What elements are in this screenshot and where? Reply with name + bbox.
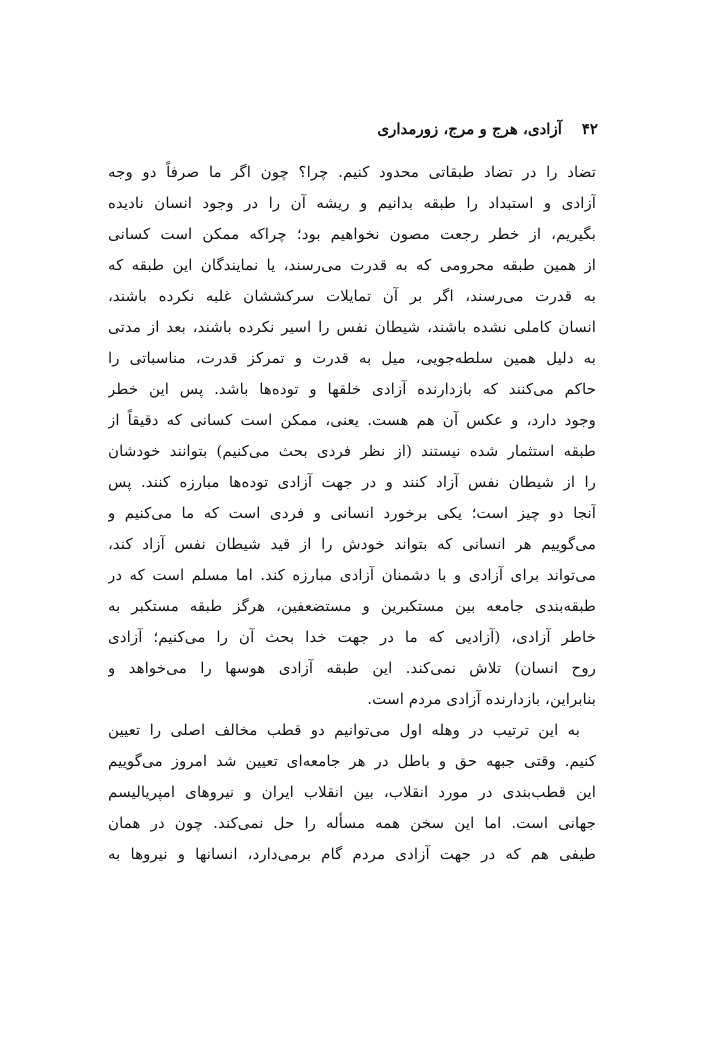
text-line: بگیریم، از خطر رجعت مصون نخواهیم بود؛ چراکه ممکن است کسانی xyxy=(108,225,596,243)
text-line: می‌تواند برای آزادی و با دشمنان آزادی مبارزه کند. اما مسلم است که در xyxy=(108,566,596,584)
body-text xyxy=(108,157,596,870)
text-line: به دلیل همین سلطه‌جویی، میل به قدرت و تمرکز قدرت، مناسباتی را xyxy=(108,349,596,367)
text-line: روح انسان) تلاش نمی‌کند. این طبقه آزادی هوسها را می‌خواهد و xyxy=(108,659,596,677)
text-line: این قطب‌بندی در مورد انقلاب، بین انقلاب ایران و نیروهای امپریالیسم xyxy=(108,783,596,801)
paragraph-end-line: بنابراین، بازدارنده آزادی مردم است. xyxy=(367,690,596,708)
text-line: جهانی است. اما این سخن همه مسأله را حل نمی‌کند. چون در همان xyxy=(108,814,596,832)
running-title: آزادی، هرج و مرج، زورمداری xyxy=(377,120,562,138)
text-line: آزادی و استبداد را طبقه بدانیم و ریشه آن را در وجود انسان نادیده xyxy=(108,194,596,212)
page-number: ۴۲ xyxy=(581,120,598,138)
text-line: طیفی هم که در جهت آزادی مردم گام برمی‌دارد، انسانها و نیروها به xyxy=(108,845,596,863)
text-line: طبقه‌بندی جامعه بین مستکبرین و مستضعفین، هرگز طبقه مستکبر به xyxy=(108,597,596,615)
text-line: وجود دارد، و عکس آن هم هست. یعنی، ممکن است کسانی که دقیقاً از xyxy=(108,411,596,429)
text-line: از همین طبقه محرومی که به قدرت می‌رسند، یا نمایندگان این طبقه که xyxy=(108,256,596,274)
page-header xyxy=(377,120,598,138)
text-line: به قدرت می‌رسند، اگر بر آن تمایلات سرکششان غلبه نکرده باشند، xyxy=(108,287,596,305)
text-line: کنیم. وقتی جبهه حق و باطل در هر جامعه‌ای تعیین شد امروز می‌گوییم xyxy=(108,752,596,770)
text-line: انسان کاملی نشده باشند، شیطان نفس را اسیر نکرده باشند، بعد از مدتی xyxy=(108,318,596,336)
text-line: می‌گوییم هر انسانی که بتواند خودش را از قید شیطان نفس آزاد کند، xyxy=(108,535,596,553)
text-line: خاطر آزادی، (آزادیی که ما در جهت خدا بحث آن را می‌کنیم؛ آزادی xyxy=(108,628,596,646)
text-line: حاکم می‌کنند که بازدارنده آزادی خلقها و توده‌ها باشد. پس این خطر xyxy=(108,380,596,398)
paragraph-start-line: به این ترتیب در وهله اول می‌توانیم دو قطب مخالف اصلی را تعیین xyxy=(108,721,580,739)
text-line: طبقه استثمار شده نیستند (از نظر فردی بحث می‌کنیم) بتوانند خودشان xyxy=(108,442,596,460)
text-line: آنجا دو چیز است؛ یکی برخورد انسانی و فردی است که ما می‌کنیم و xyxy=(108,504,596,522)
text-line: را از شیطان نفس آزاد کنند و در جهت آزادی توده‌ها مبارزه کنند. پس xyxy=(108,473,596,491)
text-line: تضاد را در تضاد طبقاتی محدود کنیم. چرا؟ چون اگر ما صرفاً دو وجه xyxy=(108,163,596,181)
